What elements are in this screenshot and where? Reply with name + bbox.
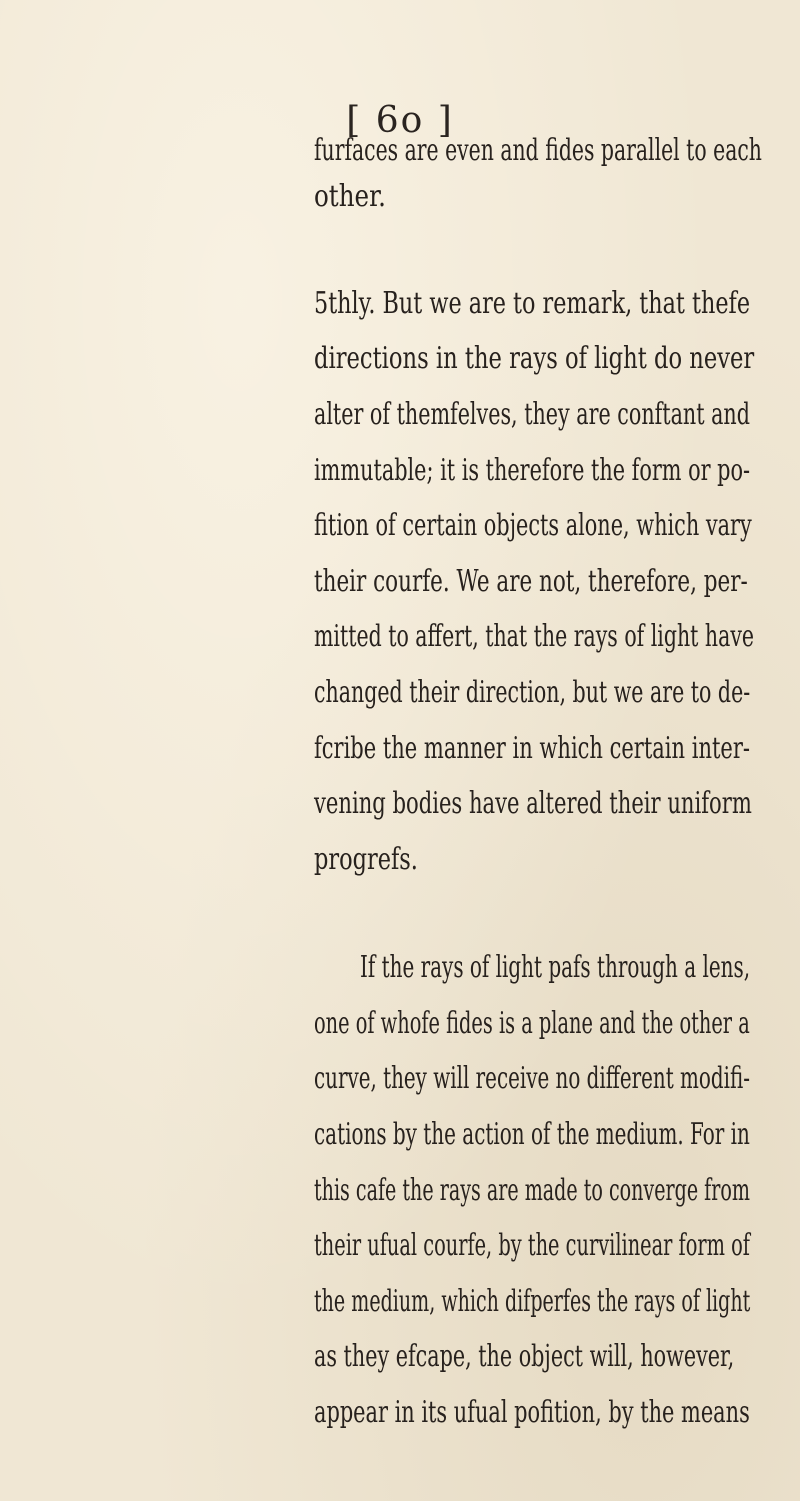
text-line: changed their direction, but we are to de-	[314, 675, 751, 710]
text-line: appear in its ufual pofition, by the means	[314, 1395, 750, 1430]
text-line: cations by the action of the medium. For in	[314, 1117, 750, 1152]
text-line: 5thly. But we are to remark, that thefe	[314, 286, 751, 321]
text-line: the medium, which difperfes the rays of light	[314, 1284, 751, 1319]
text-line: fition of certain objects alone, which vary	[314, 508, 752, 543]
text-line: immutable; it is therefore the form or po-	[314, 453, 751, 488]
text-line: one of whofe fides is a plane and the other a	[314, 1006, 750, 1041]
text-line: If the rays of light pafs through a lens,	[360, 950, 751, 985]
text-line: this cafe the rays are made to converge from	[314, 1173, 750, 1208]
text-line: as they efcape, the object will, however,	[314, 1339, 735, 1374]
text-line: vening bodies have altered their uniform	[314, 786, 752, 821]
text-line: fcribe the manner in which certain inter-	[314, 731, 750, 766]
text-line: alter of themfelves, they are conftant and	[314, 397, 750, 432]
text-line: progrefs.	[314, 842, 418, 877]
page-number: [ 6o ]	[346, 100, 454, 141]
text-line: curve, they will receive no different modifi-	[314, 1061, 750, 1096]
text-line: mitted to affert, that the rays of light have	[314, 619, 755, 654]
text-line: directions in the rays of light do never	[314, 341, 755, 376]
text-line: other.	[314, 179, 386, 214]
text-line: their ufual courfe, by the curvilinear form of	[314, 1228, 750, 1263]
text-line: furfaces are even and fides parallel to each	[314, 133, 762, 168]
text-line: their courfe. We are not, therefore, per-	[314, 564, 748, 599]
